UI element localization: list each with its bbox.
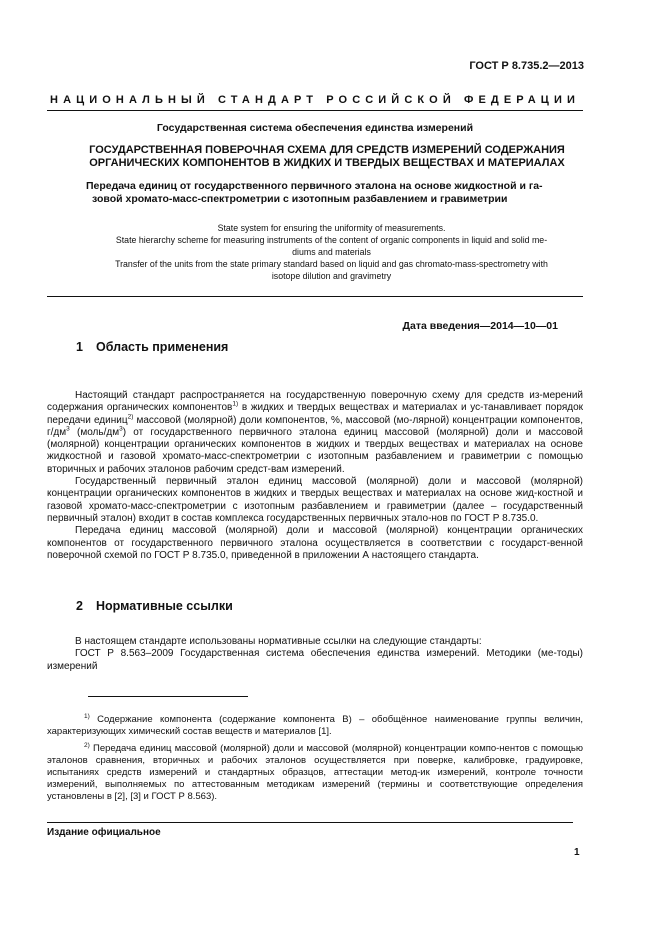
p1-text-d: (моль/дм [69, 426, 120, 438]
footnote-1-mark: 1) [84, 712, 90, 720]
section-2-paragraph-2: ГОСТ Р 8.563–2009 Государственная система обеспечения единства измерений. Методики (ме-тоды) измерений [47, 648, 583, 672]
footnote-2-mark: 2) [84, 741, 90, 749]
header-divider [47, 110, 583, 111]
section-2-paragraph-1: В настоящем стандарте использованы нормативные ссылки на следующие стандарты: [75, 636, 482, 647]
national-standard-heading: НАЦИОНАЛЬНЫЙ СТАНДАРТ РОССИЙСКОЙ ФЕДЕРАЦИИ [50, 94, 580, 106]
section-1-paragraph-3: Передача единиц массовой (молярной) доли и массовой (молярной) концентрации органических компонентов от государственного первичного эталона осуществляется в соответствии с государст-венной поверочной схемой по ГОСТ Р 8.735.0, приведенной в приложении А настоящего стандарта. [47, 525, 583, 561]
section-1-number: 1 [76, 340, 83, 354]
official-edition-label: Издание официальное [47, 827, 161, 838]
english-title-line-5: isotope dilution and gravimetry [271, 271, 392, 281]
english-title-line-2: State hierarchy scheme for measuring instruments of the content of organic components in liquid and solid me- [115, 235, 548, 245]
p1-text-a: Настоящий стандарт распространяется на государственную поверочную схему для средств из-мерений содержания органических компонентов [47, 390, 583, 414]
section-1-paragraph-2: Государственный первичный эталон единиц массовой (молярной) доли и массовой (молярной) концентрации органических компонентов в жидких и твердых веществах и материалах на основе жид-костной и газовой хромато-масс-спектрометрии с изотопным разбавлением и гравиметрии (далее – государственный первичный эталон) входит в состав комплекса государственных первичных этало-нов по ГОСТ Р 8.735.0. [47, 476, 583, 524]
section-2-heading [76, 599, 233, 613]
section-1-heading [76, 340, 228, 354]
footnote-1-text: Содержание компонента (содержание компонента В) – обобщённое наименование группы величин, характеризующих химический состав веществ и материалов [1]. [47, 714, 583, 738]
p1-text-e: ) от государственного первичного эталона единиц массовой (молярной) доли и массовой (молярной) концентрации органических компонентов в жидких и твердых веществах и материалах на основе жидкостной и газовой хромато-масс-спектрометрии с изотопным разбавлением и гравиметрии с помощью вторичных и рабочих эталонов рабочим средст-вам измерений. [47, 426, 584, 475]
p1-text-c: массовой (молярной) доли компонентов, %, массовой (мо-лярной) концентрации компонентов, г/дм [47, 414, 583, 438]
english-title-line-4: Transfer of the units from the state primary standard based on liquid and gas chromato-mass-spectrometry with [115, 259, 548, 269]
footnote-ref-2: 2) [127, 413, 134, 421]
subtitle-line-2: зовой хромато-масс-спектрометрии с изотопным разбавлением и гравиметрии [92, 192, 508, 205]
footer-divider [47, 822, 573, 823]
system-title: Государственная система обеспечения единства измерений [156, 122, 474, 134]
footnote-2-text: Передача единиц массовой (молярной) доли и массовой (молярной) концентрации компо-нентов с помощью эталонов сравнения, вторичных и рабочих эталонов осуществляется при поверке, калибровке, градуировке, испытаниях средств измерений и стандартных образцов, аттестации метод-ик измерений, контроле точности измерений, выполняемых по аттестованным методикам измерений (термины и соответствующие определения установлены в [2], [3] и ГОСТ Р 8.563). [47, 743, 583, 803]
footnote-1 [47, 714, 583, 738]
subtitle-line-1: Передача единиц от государственного первичного эталона на основе жидкостной и га- [86, 180, 543, 192]
main-title-line-1: ГОСУДАРСТВЕННАЯ ПОВЕРОЧНАЯ СХЕМА ДЛЯ СРЕДСТВ ИЗМЕРЕНИЙ СОДЕРЖАНИЯ [89, 144, 565, 156]
subtitle [86, 180, 582, 206]
main-title [70, 144, 584, 170]
section-2-body [47, 636, 583, 673]
section-1-paragraph-1 [47, 390, 583, 476]
footnote-separator [88, 696, 248, 697]
section-2-title: Нормативные ссылки [96, 599, 233, 613]
standard-code: ГОСТ Р 8.735.2—2013 [469, 60, 584, 72]
footnote-2 [47, 743, 583, 803]
section-2-number: 2 [76, 599, 83, 613]
section-1-title: Область применения [96, 340, 229, 354]
introduction-date: Дата введения—2014—10—01 [402, 320, 558, 332]
main-title-line-2: ОРГАНИЧЕСКИХ КОМПОНЕНТОВ В ЖИДКИХ И ТВЕРДЫХ ВЕЩЕСТВАХ И МАТЕРИАЛАХ [89, 157, 565, 169]
footnote-ref-1: 1) [232, 400, 239, 408]
page-number: 1 [574, 847, 580, 858]
english-title-line-3: diums and materials [292, 247, 371, 257]
english-title-line-1: State system for ensuring the uniformity of measurements. [217, 223, 446, 233]
section-1-body [47, 390, 583, 562]
english-title [80, 222, 583, 282]
p1-text-b: в жидких и твердых веществах и материалах и ус-танавливает порядок передачи единиц [47, 402, 584, 426]
title-divider [47, 296, 583, 297]
superscript-3a: 3 [66, 425, 70, 433]
superscript-3b: 3 [119, 425, 123, 433]
